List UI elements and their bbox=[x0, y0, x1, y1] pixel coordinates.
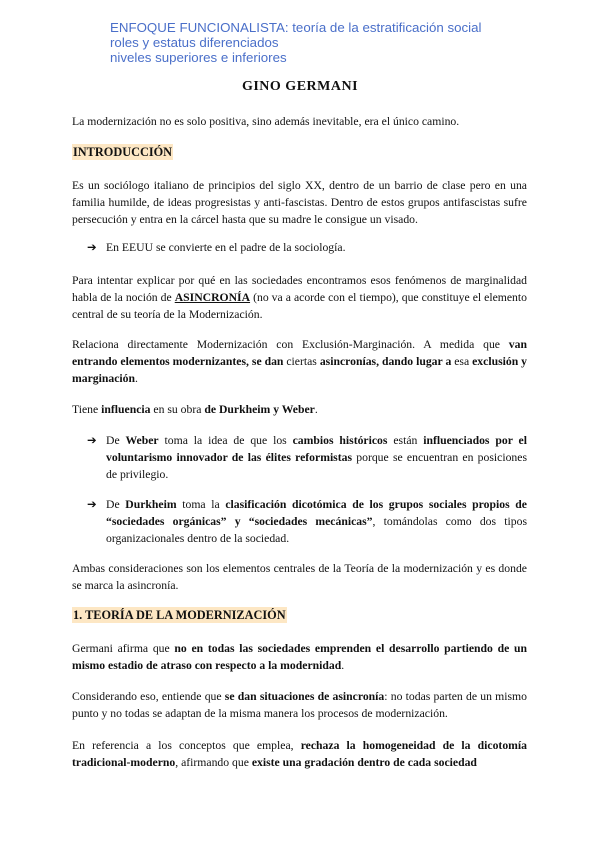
paragraph-biography: Es un sociólogo italiano de principios del siglo XX, dentro de un barrio de clase pero en una familia humilde, de ideas progresistas y anti-fascistas. Dentro de estos grupos antifascistas sufre persecución y entra en la cárcel hasta que su madre le consigue un visado. bbox=[72, 179, 527, 226]
paragraph-considerando: Considerando eso, entiende que se dan situaciones de asincronía: no todas parten de un mismo punto y no todas se adaptan de la misma manera los procesos de modernización. bbox=[72, 690, 527, 720]
header-note bbox=[110, 20, 481, 65]
paragraph-consideraciones: Ambas consideraciones son los elementos centrales de la Teoría de la modernización y es donde se marca la asincronía. bbox=[72, 562, 527, 592]
header-line-1: ENFOQUE FUNCIONALISTA: teoría de la estratificación social bbox=[110, 20, 482, 35]
paragraph-germani-afirma: Germani afirma que no en todas las sociedades emprenden el desarrollo partiendo de un mismo estadio de atraso con respecto a la modernidad. bbox=[72, 642, 528, 672]
paragraph-influencia: Tiene influencia en su obra de Durkheim y Weber. bbox=[72, 403, 318, 416]
bullet-durkheim: De Durkheim toma la clasificación dicotómica de los grupos sociales propios de “sociedades orgánicas” y “sociedades mecánicas”, tomándolas como dos tipos organizacionales dentro de la sociedad. bbox=[106, 498, 527, 545]
intro-quote: La modernización no es solo positiva, sino además inevitable, era el único camino. bbox=[72, 115, 460, 128]
paragraph-asincronia: Para intentar explicar por qué en las sociedades encontramos esos fenómenos de marginalidad habla de la noción de ASINCRONÍA (no va a acorde con el tiempo), que constituye el elemento central de su teoría de la Modernización. bbox=[72, 274, 527, 321]
header-line-2: roles y estatus diferenciados bbox=[110, 35, 279, 50]
arrow-right-icon: ➔ bbox=[87, 497, 97, 511]
page-title: GINO GERMANI bbox=[241, 79, 359, 94]
arrow-right-icon: ➔ bbox=[87, 433, 97, 447]
bullet-weber: De Weber toma la idea de que los cambios históricos están influenciados por el voluntarismo innovador de las élites reformistas porque se encuentran en posiciones de privilegio. bbox=[106, 434, 528, 481]
bullet-eeuu: En EEUU se convierte en el padre de la sociología. bbox=[106, 241, 346, 254]
heading-introduccion: INTRODUCCIÓN bbox=[73, 145, 173, 159]
paragraph-modernizacion: Relaciona directamente Modernización con Exclusión-Marginación. A medida que van entrando elementos modernizantes, se dan ciertas asincronías, dando lugar a esa exclusión y marginación. bbox=[72, 338, 527, 385]
arrow-right-icon: ➔ bbox=[87, 240, 97, 254]
paragraph-referencia: En referencia a los conceptos que emplea, rechaza la homogeneidad de la dicotomía tradicional-moderno, afirmando que existe una gradación dentro de cada sociedad bbox=[72, 739, 527, 769]
heading-teoria-modernizacion: 1. TEORÍA DE LA MODERNIZACIÓN bbox=[73, 608, 286, 622]
header-line-3: niveles superiores e inferiores bbox=[110, 50, 287, 65]
